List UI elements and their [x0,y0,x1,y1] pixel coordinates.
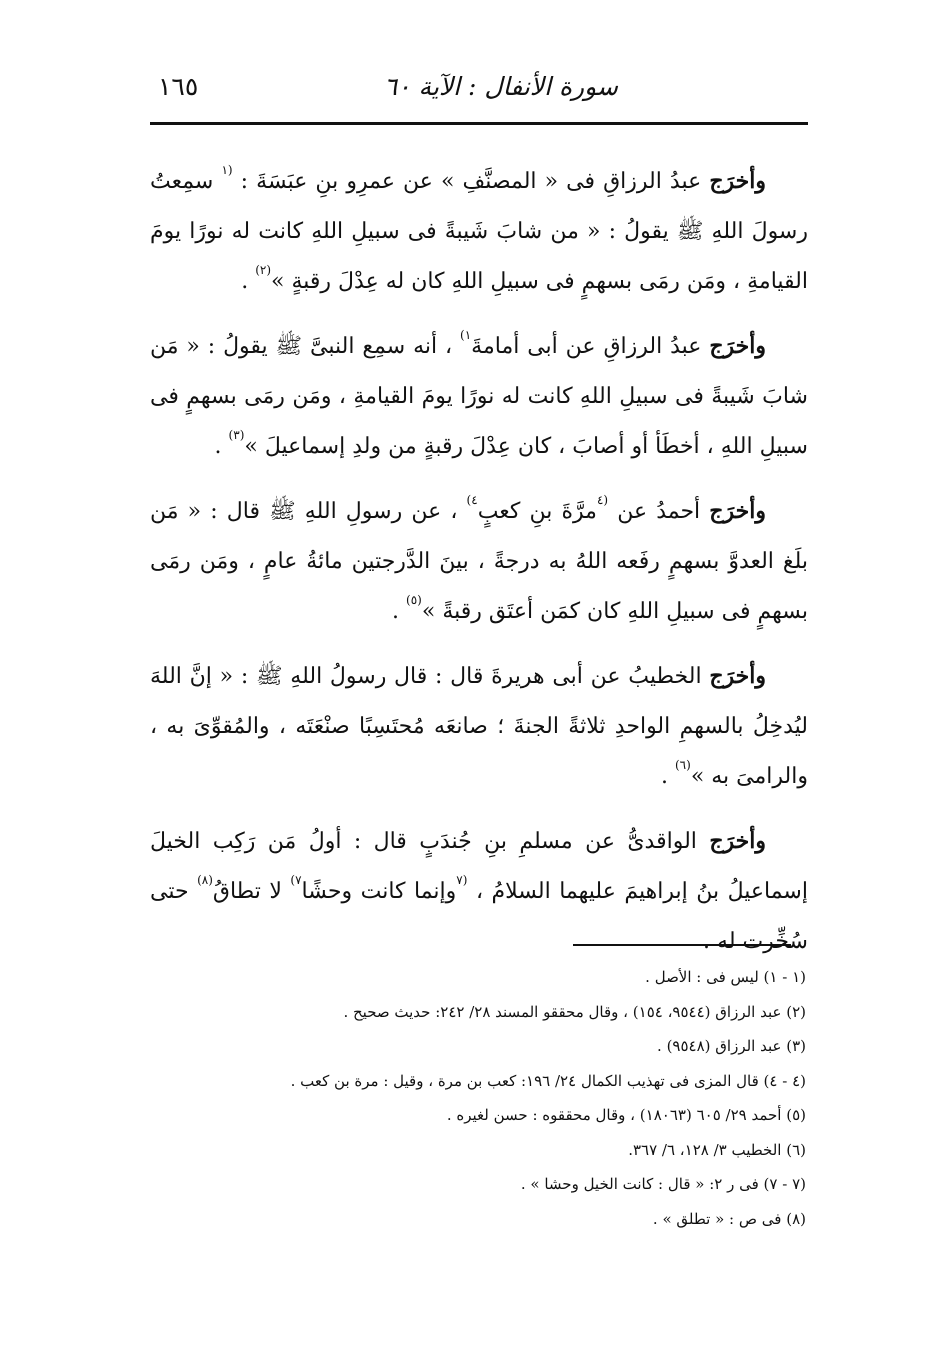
footnote-separator [573,944,791,946]
footnote: (٤ - ٤) قال المزى فى تهذيب الكمال ٢٤/ ١٩٦: كعب بن مرة ، وقيل : مرة بن كعب . [290,1071,806,1090]
footnote-marker: ٤) [466,493,478,507]
paragraph-text: أحمدُ عن [608,499,710,524]
paragraph-text: ، عن رسولِ اللهِ ﷺ قال : « مَن بلَغ العدوَّ بسهمٍ رفَعه اللهُ به درجةً ، بينَ الدَّرجتين مائةُ عامٍ ، ومَن رمَى بسهمٍ فى سبيلِ اللهِ كان كمَن أعتَق رقبةً » [150,499,808,624]
footnote-marker: (٤ [596,493,609,507]
header-rule [150,122,808,125]
paragraph-lead-word: وأخرَج [709,168,766,194]
footnote: (٥) أحمد ٢٩/ ٦٠٥ (١٨٠٦٣) ، وقال محققوه : حسن لغيره . [446,1106,806,1124]
page-header [150,72,808,116]
footnote-marker: (٦) [674,758,691,772]
paragraph-lead-word: وأخرَج [709,663,766,689]
footnote-marker: (٢) [255,263,272,277]
footnote-marker: (١ [221,163,233,177]
footnote: (٧ - ٧) فى ر ٢: « قال : كانت الخيل وحشا » . [520,1175,806,1193]
paragraph [150,156,808,307]
paragraph-text: عبدُ الرزاقِ فى « المصنَّفِ » عن عمرِو بنِ عبَسَةَ : [232,169,710,194]
footnote: (٣) عبد الرزاق (٩٥٤٨) . [657,1037,806,1055]
footnote-marker: ٧) [290,873,302,887]
paragraph-text: . [392,599,407,624]
paragraph [150,651,808,802]
paragraph-text: عبدُ الرزاقِ عن أبى أمامةَ [471,334,710,359]
footnote: (٢) عبد الرزاق (٩٥٤٤، ١٥٤) ، وقال محققو المسند ٢٨/ ٢٤٢: حديث صحيح . [343,1002,806,1021]
paragraph-text: الخطيبُ عن أبى هريرةَ قال : قال رسولُ اللهِ ﷺ : « إنَّ اللهَ ليُدخِلُ بالسهمِ الواحدِ ثلاثةً الجنةَ ؛ صانعَه مُحتَسِبًا صنْعَتَه ، والمُقوِّىَ به ، والرامىَ به » [150,664,808,789]
paragraph-lead-word: وأخرَج [709,828,766,854]
running-title: سورة الأنفال : الآية ٦٠ [383,72,618,101]
paragraph-text: . [214,434,229,459]
paragraph-lead-word: وأخرَج [709,498,766,524]
paragraph-text: سمِعتُ رسولَ اللهِ ﷺ يقولُ : « من شابَ شَيبةً فى سبيلِ اللهِ كانت له نورًا يومَ القيامةِ ، ومَن رمَى بسهمٍ فى سبيلِ اللهِ كان له عِدْلَ رقبةٍ » [150,169,808,294]
paragraph-text: . [660,764,675,789]
footnote-marker: ١) [460,328,472,342]
paragraph-text: حتى سُخِّرت له . [150,879,808,954]
paragraph-text: . [241,269,256,294]
footnotes [150,960,808,1236]
paragraph-text: ، أنه سمِع النبىَّ ﷺ يقولُ : « مَن شابَ شَيبةً فى سبيلِ اللهِ كانت له نورًا يومَ القيامةِ ، ومَن رمَى بسهمٍ فى سبيلِ اللهِ ، أخطَأ أو أصابَ ، كان عِدْلَ رقبةٍ من ولدِ إسماعيلَ » [150,334,808,459]
paragraph [150,321,808,472]
footnote: (٨) فى ص : « تطلق » . [652,1209,806,1228]
page-number: ١٦٥ [158,72,199,101]
paragraph-lead-word: وأخرَج [709,333,766,359]
footnote-marker: (٣) [228,428,245,442]
main-text [150,156,808,981]
paragraph-text: لا تطاقُ [212,879,291,904]
footnote: (١ - ١) ليس فى : الأصل . [645,968,806,986]
paragraph-text: وإنما كانت وحشًا [301,879,457,904]
footnote: (٦) الخطيب ٣/ ١٢٨، ٦/ ٣٦٧. [628,1140,806,1159]
footnote-marker: (٧ [456,873,468,887]
paragraph [150,486,808,637]
footnote-marker: (٥) [406,593,422,607]
footnote-marker: (٨) [197,873,213,887]
paragraph-text: مرَّةَ بنِ كعبٍ [477,499,597,524]
paragraph-text: الواقدىُّ عن مسلمِ بنِ جُندَبٍ قال : أولُ مَن رَكِب الخيلَ إسماعيلُ بنُ إبراهيمَ عليهما السلامُ ، [150,829,808,904]
